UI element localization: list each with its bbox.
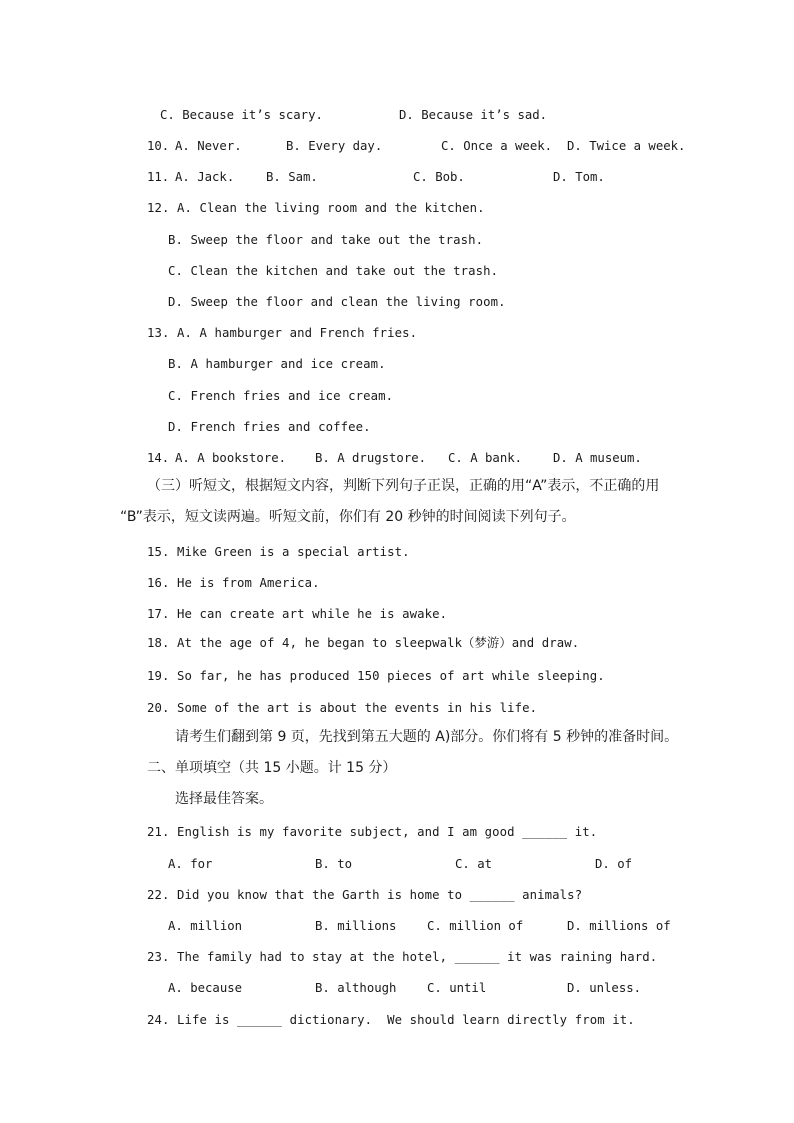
q23-option-c: C. until (427, 981, 487, 995)
q23-option-a: A. because (168, 981, 243, 995)
statement-17: 17. He can create art while he is awake. (147, 607, 448, 621)
section3-instruction-line2: “B”表示，短文读两遍。听短文前，你们有 20 秒钟的时间阅读下列句子。 (120, 509, 576, 525)
q11-option-b: B. Sam. (266, 170, 318, 184)
q21-option-c: C. at (455, 857, 493, 871)
q24-stem: 24. Life is ______ dictionary. We should learn directly from it. (147, 1013, 635, 1027)
q11-option-d: D. Tom. (553, 170, 605, 184)
part2-instruction: 选择最佳答案。 (175, 791, 273, 807)
q9-option-c: C. Because it’s scary. (160, 108, 323, 122)
q22-option-b: B. millions (315, 919, 397, 933)
q11-number: 11. (147, 170, 170, 184)
q22-stem: 22. Did you know that the Garth is home to ______ animals? (147, 888, 583, 902)
statement-18: 18. At the age of 4, he began to sleepwalk（梦游）and draw. (147, 636, 580, 650)
q13-option-c: C. French fries and ice cream. (168, 389, 394, 403)
q13-option-b: B. A hamburger and ice cream. (168, 357, 386, 371)
q22-option-a: A. million (168, 919, 243, 933)
q23-option-d: D. unless. (567, 981, 642, 995)
q22-option-c: C. million of (427, 919, 524, 933)
statement-19: 19. So far, he has produced 150 pieces of art while sleeping. (147, 669, 605, 683)
q10-option-d: D. Twice a week. (567, 139, 686, 153)
q12-option-c: C. Clean the kitchen and take out the trash. (168, 264, 499, 278)
q21-stem: 21. English is my favorite subject, and I am good ______ it. (147, 825, 598, 839)
q14-option-b: B. A drugstore. (315, 451, 427, 465)
statement-15: 15. Mike Green is a special artist. (147, 545, 410, 559)
q14-number: 14. (147, 451, 170, 465)
q11-option-a: A. Jack. (175, 170, 235, 184)
part2-title: 二、单项填空（共 15 小题。计 15 分） (147, 760, 397, 776)
q21-option-a: A. for (168, 857, 213, 871)
q21-option-b: B. to (315, 857, 353, 871)
q13-option-a: 13. A. A hamburger and French fries. (147, 326, 418, 340)
section3-instruction-line1: （三）听短文，根据短文内容，判断下列句子正误，正确的用“A”表示，不正确的用 (147, 478, 660, 494)
q12-option-d: D. Sweep the floor and clean the living room. (168, 295, 506, 309)
statement-16: 16. He is from America. (147, 576, 320, 590)
q10-option-b: B. Every day. (286, 139, 383, 153)
q14-option-d: D. A museum. (553, 451, 642, 465)
q23-stem: 23. The family had to stay at the hotel, ______ it was raining hard. (147, 950, 658, 964)
q21-option-d: D. of (595, 857, 633, 871)
q10-number: 10. (147, 139, 170, 153)
q10-option-c: C. Once a week. (441, 139, 553, 153)
q23-option-b: B. although (315, 981, 397, 995)
q22-option-d: D. millions of (567, 919, 671, 933)
q14-option-c: C. A bank. (448, 451, 523, 465)
q9-option-d: D. Because it’s sad. (399, 108, 548, 122)
q13-option-d: D. French fries and coffee. (168, 420, 371, 434)
q14-option-a: A. A bookstore. (175, 451, 287, 465)
statement-20: 20. Some of the art is about the events in his life. (147, 701, 538, 715)
page-turn-instruction: 请考生们翻到第 9 页，先找到第五大题的 A)部分。你们将有 5 秒钟的准备时间。 (175, 729, 679, 745)
q12-option-b: B. Sweep the floor and take out the trash. (168, 233, 484, 247)
q10-option-a: A. Never. (175, 139, 242, 153)
q11-option-c: C. Bob. (413, 170, 465, 184)
q12-option-a: 12. A. Clean the living room and the kitchen. (147, 201, 485, 215)
